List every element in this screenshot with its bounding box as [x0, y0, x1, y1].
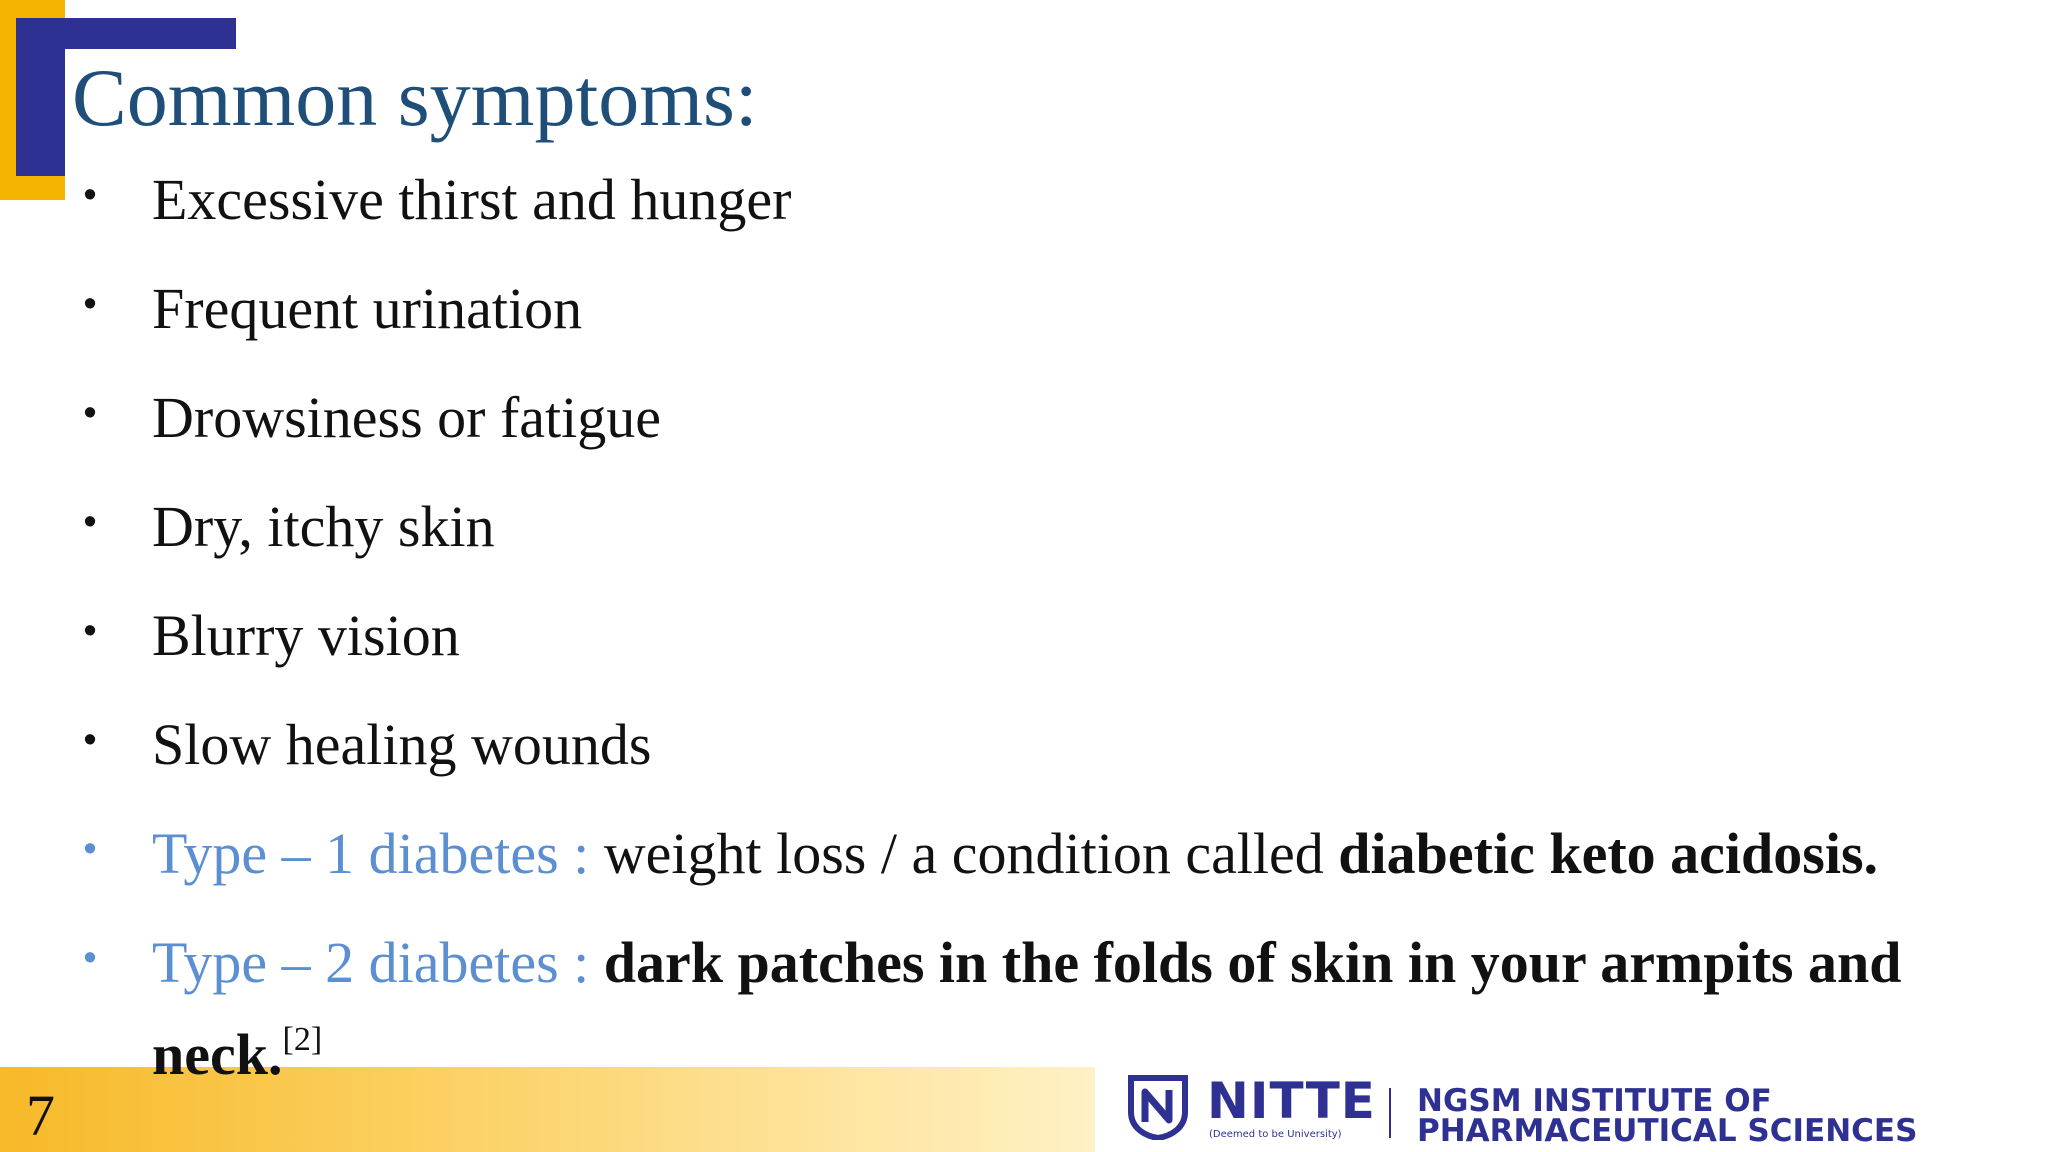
list-item [0, 274, 2048, 344]
list-item [0, 601, 2048, 671]
type-1-label: Type – 1 diabetes : [152, 821, 590, 886]
type-2-plain-text [589, 930, 604, 995]
type-2-continuation-bold: neck. [152, 1022, 283, 1087]
list-item-type-1 [0, 819, 2048, 889]
type-1-bold-text: diabetic keto acidosis. [1338, 821, 1879, 886]
bullet-text [152, 928, 1902, 998]
bullet-text: Excessive thirst and hunger [152, 167, 792, 232]
bullet-marker: • [83, 828, 97, 870]
list-item-type-2 [0, 928, 2048, 998]
type-2-continuation [152, 1020, 322, 1099]
bullet-marker: • [83, 937, 97, 979]
citation-ref: [2] [282, 1021, 323, 1058]
bullet-text: Blurry vision [152, 603, 460, 668]
bullet-marker: • [83, 610, 97, 652]
list-item [0, 710, 2048, 780]
bullet-marker: • [83, 501, 97, 543]
type-1-plain-text: weight loss / a condition called [589, 821, 1339, 886]
type-2-label: Type – 2 diabetes : [152, 930, 590, 995]
bullet-text: Frequent urination [152, 276, 583, 341]
bullet-text: Slow healing wounds [152, 712, 652, 777]
nitte-logo [1125, 1072, 2025, 1147]
page-number: 7 [26, 1083, 55, 1148]
bullet-marker: • [83, 392, 97, 434]
list-item [0, 165, 2048, 235]
bullet-text: Dry, itchy skin [152, 494, 495, 559]
list-item [0, 492, 2048, 562]
institute-name [1417, 1083, 1918, 1149]
bullet-text [152, 819, 1878, 889]
bullet-text: Drowsiness or fatigue [152, 385, 662, 450]
bullet-marker: • [83, 174, 97, 216]
logo-divider [1389, 1088, 1391, 1138]
institute-name-line-2: PHARMACEUTICAL SCIENCES [1417, 1113, 1918, 1149]
slide-title: Common symptoms: [72, 52, 758, 143]
logo-brand-name: NITTE [1207, 1072, 1376, 1130]
list-item [0, 383, 2048, 453]
nitte-emblem-icon [1125, 1072, 1191, 1140]
bullet-marker: • [83, 719, 97, 761]
logo-tagline: (Deemed to be University) [1209, 1129, 1342, 1140]
bullet-marker: • [83, 283, 97, 325]
institute-name-line-1: NGSM INSTITUTE OF [1417, 1083, 1772, 1119]
type-2-bold-text: dark patches in the folds of skin in your armpits and [603, 930, 1902, 995]
